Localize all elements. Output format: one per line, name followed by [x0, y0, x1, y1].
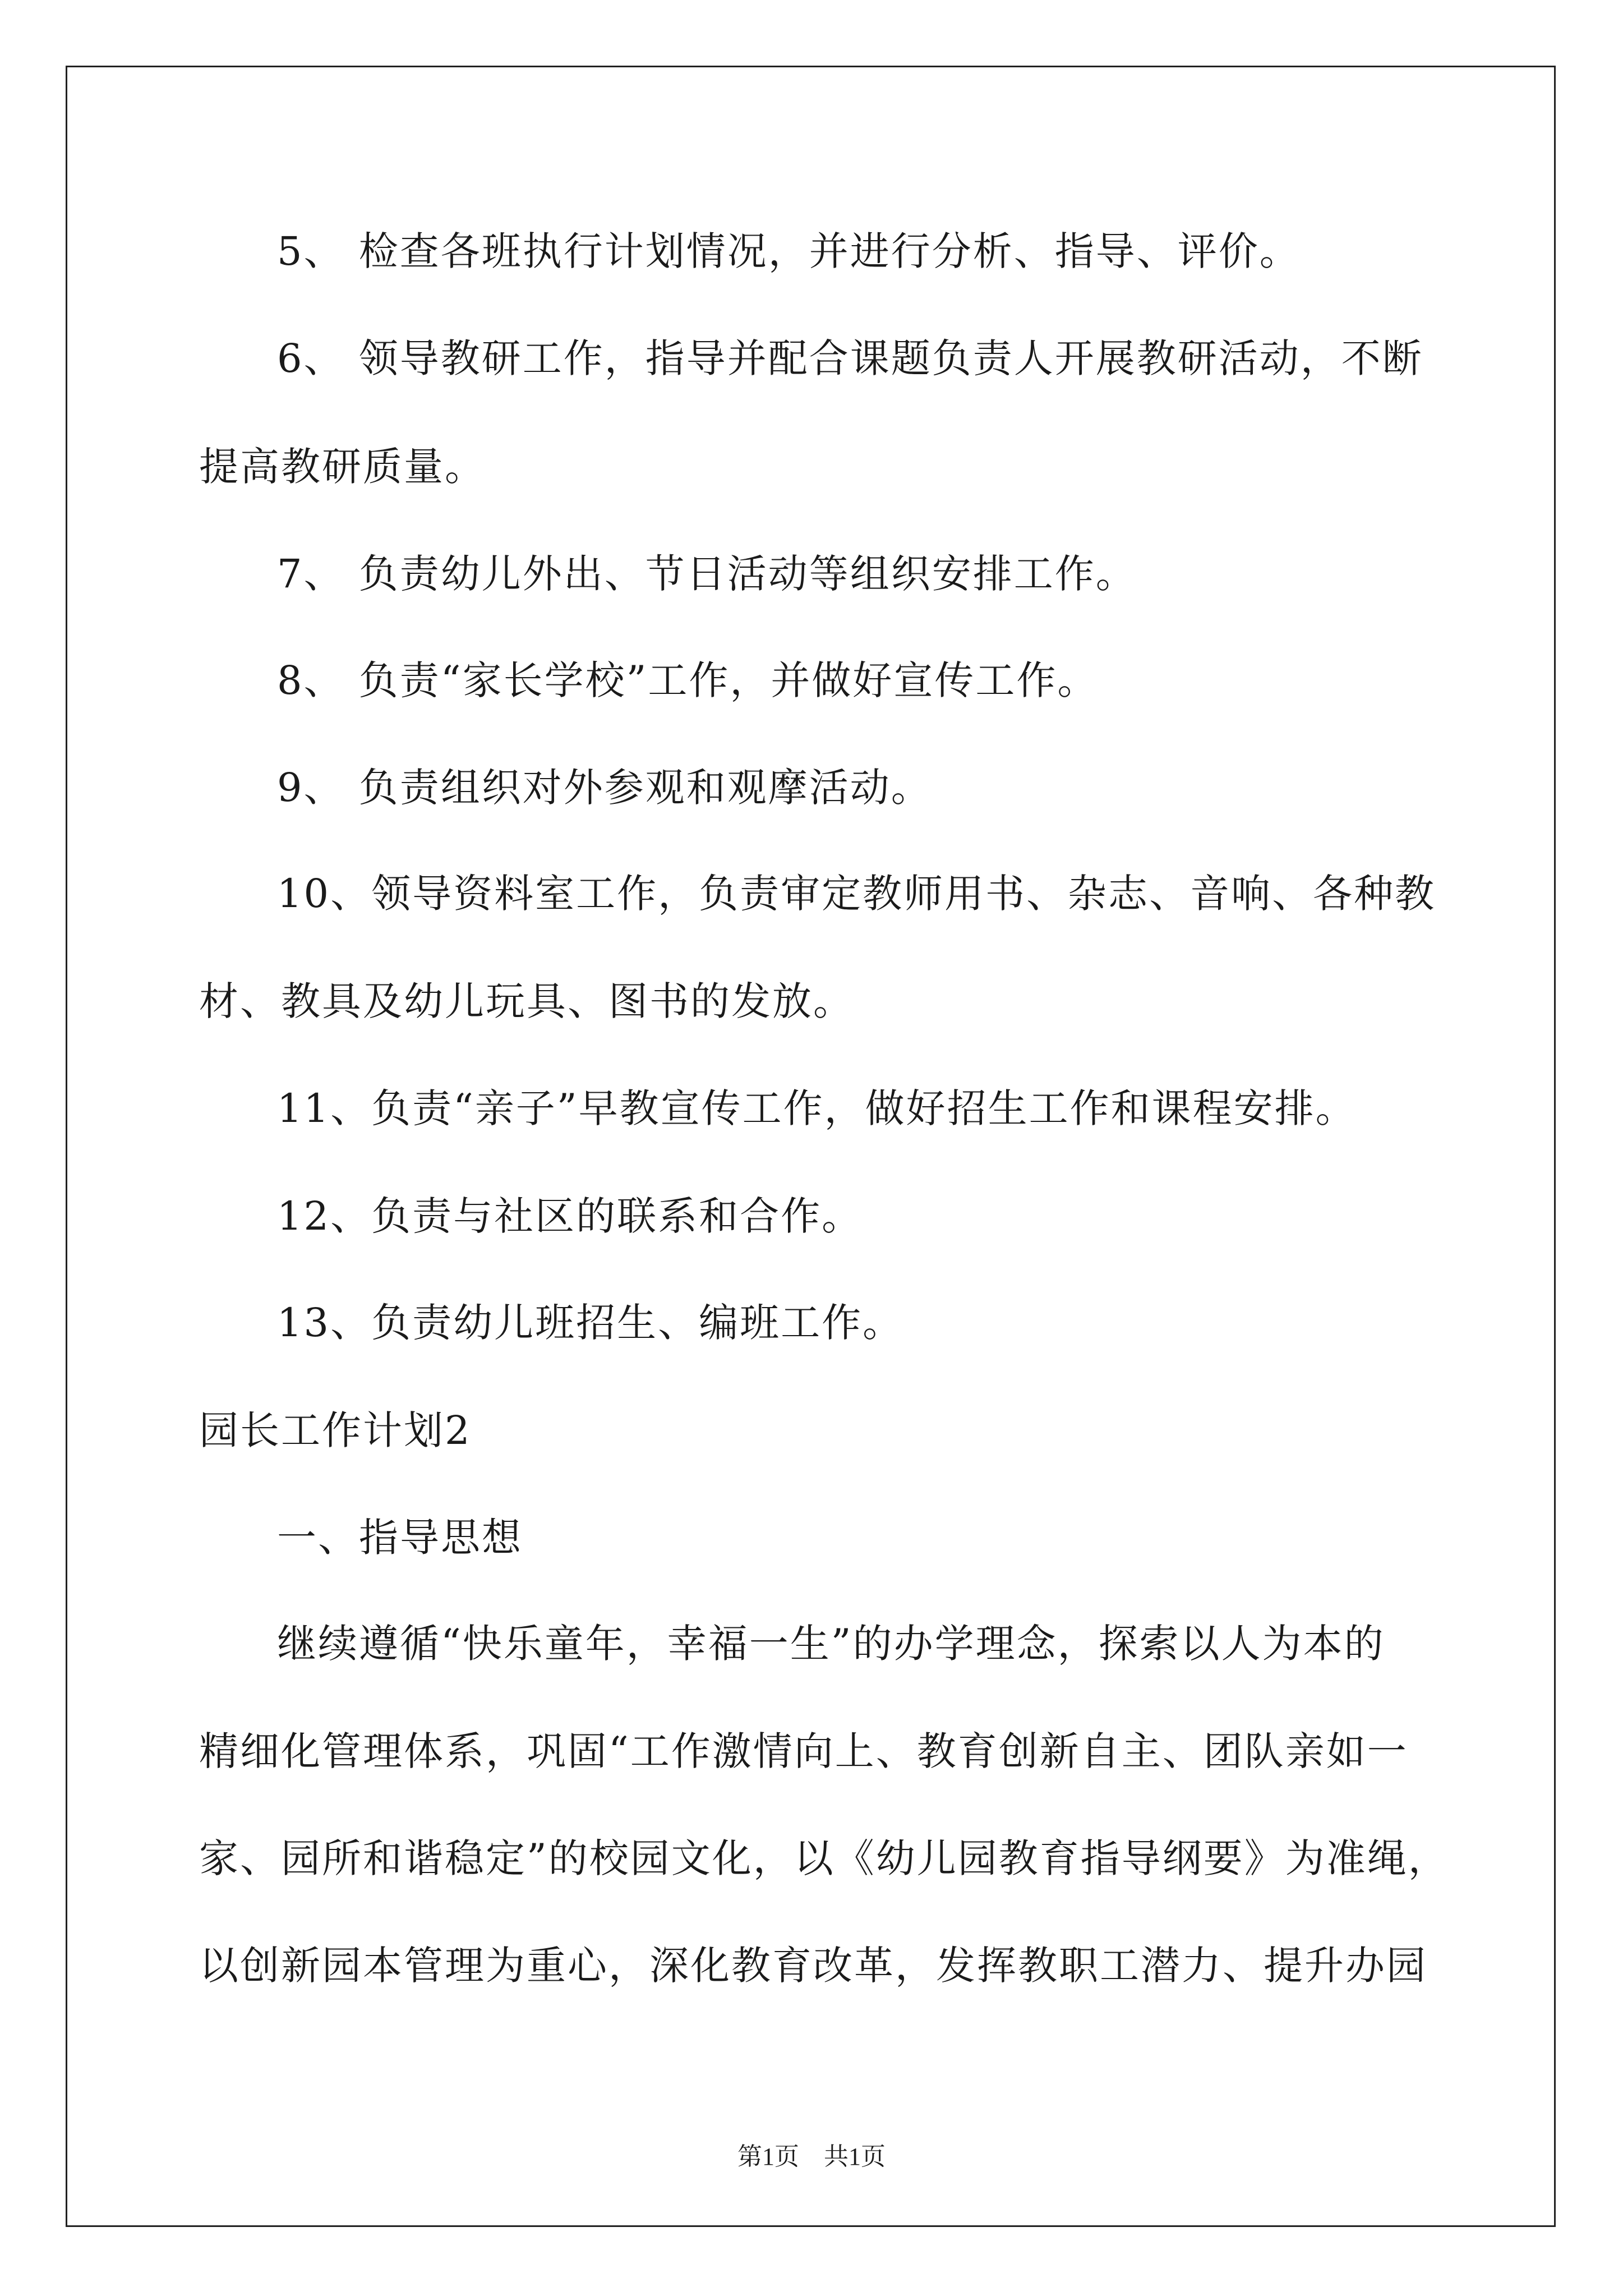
paragraph-line-item-9: 9、 负责组织对外参观和观摩活动。: [277, 765, 932, 811]
paragraph-line-item-7: 7、 负责幼儿外出、节日活动等组织安排工作。: [277, 551, 1137, 597]
body-line-3: 家、园所和谐稳定”的校园文化，以《幼儿园教育指导纲要》为准绳，: [199, 1835, 1449, 1881]
body-line-4: 以创新园本管理为重心，深化教育改革，发挥教职工潜力、提升办园: [199, 1943, 1427, 1989]
paragraph-line-item-13: 13、负责幼儿班招生、编班工作。: [277, 1300, 904, 1346]
section-title: 园长工作计划2: [199, 1407, 472, 1453]
section-heading: 一、指导思想: [277, 1515, 523, 1561]
paragraph-line-item-6: 6、 领导教研工作，指导并配合课题负责人开展教研活动，不断: [277, 335, 1423, 381]
body-line-1: 继续遵循“快乐童年，幸福一生”的办学理念，探索以人为本的: [277, 1621, 1385, 1667]
paragraph-line-item-10-cont: 材、教具及幼儿玩具、图书的发放。: [199, 978, 854, 1024]
paragraph-line-item-11: 11、负责“亲子”早教宣传工作，做好招生工作和课程安排。: [277, 1085, 1357, 1131]
paragraph-line-item-5: 5、 检查各班执行计划情况，并进行分析、指导、评价。: [277, 228, 1301, 274]
paragraph-line-item-8: 8、 负责“家长学校”工作，并做好宣传工作。: [277, 657, 1099, 703]
paragraph-line-item-12: 12、负责与社区的联系和合作。: [277, 1193, 863, 1239]
body-line-2: 精细化管理体系，巩固“工作激情向上、教育创新自主、团队亲如一: [199, 1728, 1408, 1774]
page-border: [66, 66, 1556, 2227]
paragraph-line-item-6-cont: 提高教研质量。: [199, 444, 486, 490]
page-footer: 第1页 共1页: [737, 2143, 886, 2170]
paragraph-line-item-10: 10、领导资料室工作，负责审定教师用书、杂志、音响、各种教: [277, 871, 1436, 917]
